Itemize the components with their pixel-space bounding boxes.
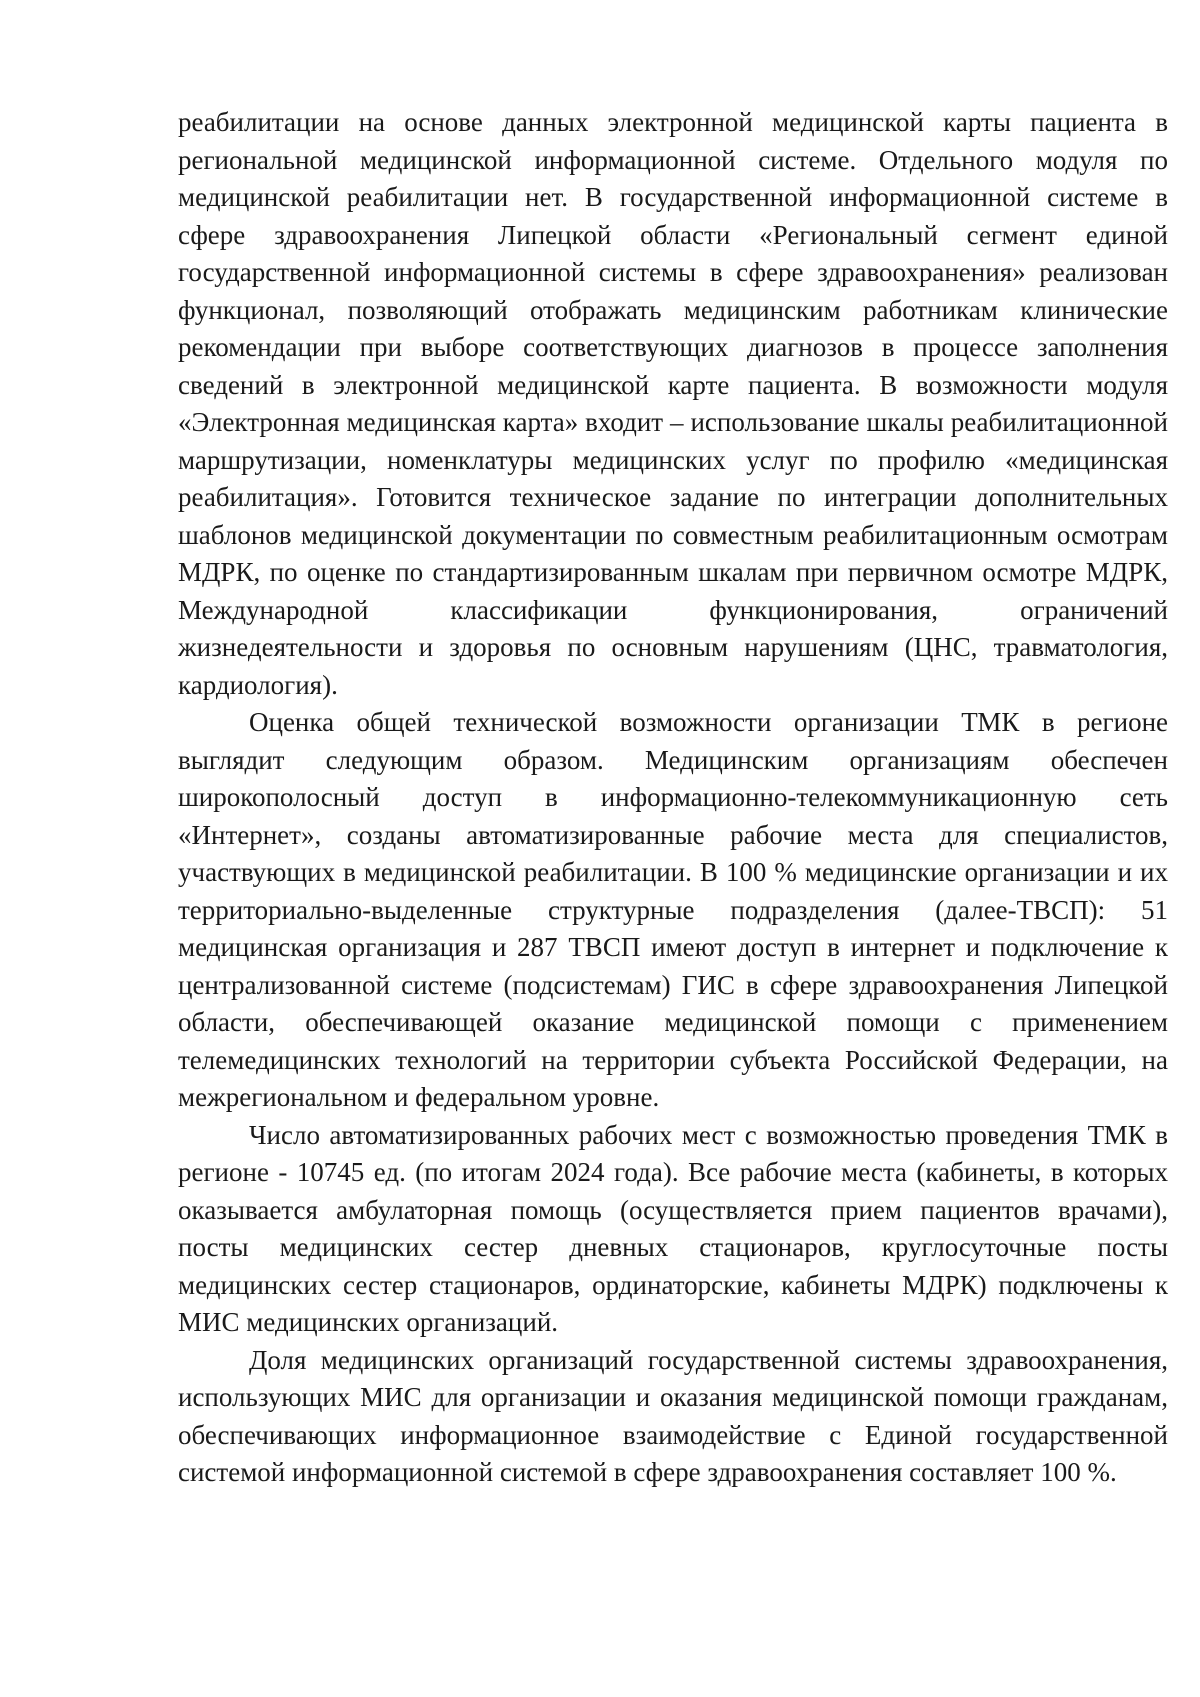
paragraph-tmk-assessment: Оценка общей технической возможности организации ТМК в регионе выглядит следующим образом. Медицинским организациям обеспечен широкополосный доступ в информационно-телекоммуникационную сеть «Интернет», созданы автоматизированные рабочие места для специалистов, участвующих в медицинской реабилитации. В 100 % медицинские организации и их территориально-выделенные структурные подразделения (далее-ТВСП): 51 медицинская организация и 287 ТВСП имеют доступ в интернет и подключение к централизованной системе (подсистемам) ГИС в сфере здравоохранения Липецкой области, обеспечивающей оказание медицинской помощи с применением телемедицинских технологий на территории субъекта Российской Федерации, на межрегиональном и федеральном уровне. xyxy=(178,707,1168,1112)
paragraph-mis-share: Доля медицинских организаций государственной системы здравоохранения, использующих МИС для организации и оказания медицинской помощи гражданам, обеспечивающих информационное взаимодействие с Единой государственной системой информационной системой в сфере здравоохранения составляет 100 %. xyxy=(178,1344,1168,1487)
document-body xyxy=(178,104,1168,1492)
paragraph-workstations-count: Число автоматизированных рабочих мест с возможностью проведения ТМК в регионе - 10745 ед. (по итогам 2024 года). Все рабочие места (кабинеты, в которых оказывается амбулаторная помощь (осуществляется прием пациентов врачами), посты медицинских сестер дневных стационаров, круглосуточные посты медицинских сестер стационаров, ординаторские, кабинеты МДРК) подключены к МИС медицинских организаций. xyxy=(178,1119,1168,1337)
paragraph-rehabilitation-module: реабилитации на основе данных электронной медицинской карты пациента в региональной медицинской информационной системе. Отдельного модуля по медицинской реабилитации нет. В государственной информационной системе в сфере здравоохранения Липецкой области «Региональный сегмент единой государственной информационной системы в сфере здравоохранения» реализован функционал, позволяющий отображать медицинским работникам клинические рекомендации при выборе соответствующих диагнозов в процессе заполнения сведений в электронной медицинской карте пациента. В возможности модуля «Электронная медицинская карта» входит – использование шкалы реабилитационной маршрутизации, номенклатуры медицинских услуг по профилю «медицинская реабилитация». Готовится техническое задание по интеграции дополнительных шаблонов медицинской документации по совместным реабилитационным осмотрам МДРК, по оценке по стандартизированным шкалам при первичном осмотре МДРК, Международной классификации функционирования, ограничений жизнедеятельности и здоровья по основным нарушениям (ЦНС, травматология, кардиология). xyxy=(178,107,1168,700)
